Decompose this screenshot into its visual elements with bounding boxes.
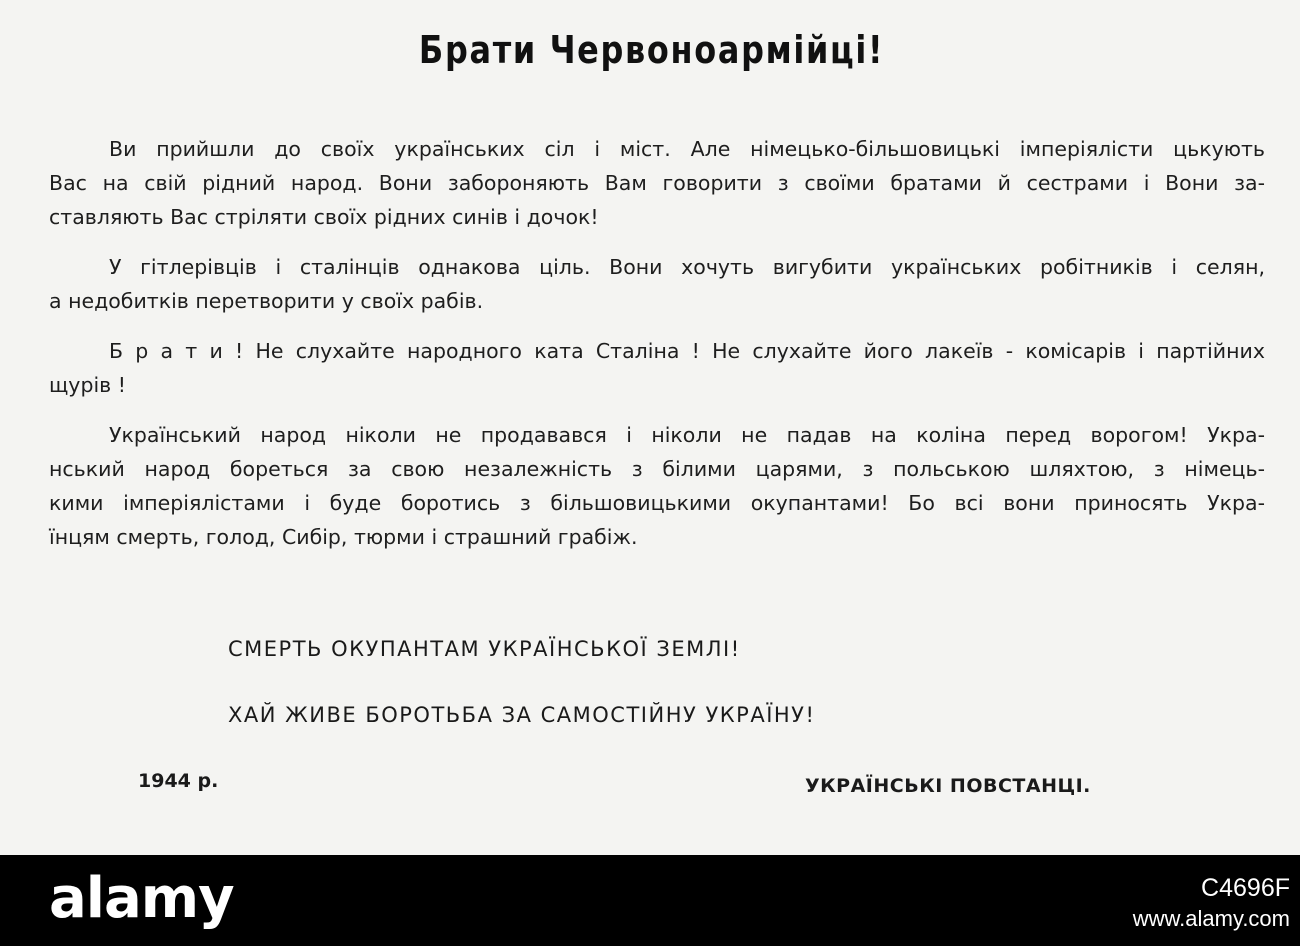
paragraph-3 — [49, 334, 1265, 402]
paragraph-line: їнцям смерть, голод, Сибір, тюрми і страшний грабіж. — [49, 525, 638, 549]
paragraph-line: Вас на свій рідний народ. Вони забороняють Вам говорити з своїми братами й сестрами і Вони за- — [49, 171, 1265, 195]
paragraph-line: Б р а т и ! Не слухайте народного ката Сталіна ! Не слухайте його лакеїв - комісарів і партійних — [109, 339, 1265, 363]
paragraph-line: а недобитків перетворити у своїх рабів. — [49, 289, 484, 313]
paragraph-4 — [49, 418, 1265, 554]
paragraph-2 — [49, 250, 1265, 318]
paragraph-line: Український народ ніколи не продавався і ніколи не падав на коліна перед ворогом! Укра- — [109, 423, 1265, 447]
alamy-logo: alamy — [49, 866, 234, 931]
watermark-info — [1133, 872, 1290, 934]
leaflet-title: Брати Червоноармійці! — [418, 28, 885, 72]
paragraph-line: нський народ бореться за свою незалежність з білими царями, з польською шляхтою, з німець- — [49, 457, 1265, 481]
leaflet-date: 1944 р. — [138, 770, 219, 792]
leaflet-signature: УКРАЇНСЬКІ ПОВСТАНЦІ. — [805, 775, 1091, 797]
image-id: C4696F — [1201, 874, 1290, 902]
paragraph-line: ставляють Вас стріляти своїх рідних синів і дочок! — [49, 205, 599, 229]
slogan-long-live-struggle: ХАЙ ЖИВЕ БОРОТЬБА ЗА САМОСТІЙНУ УКРАЇНУ! — [228, 703, 816, 727]
paragraph-1 — [49, 132, 1265, 234]
paragraph-line: щурів ! — [49, 373, 126, 397]
slogan-death-to-occupants: СМЕРТЬ ОКУПАНТАМ УКРАЇНСЬКОЇ ЗЕМЛІ! — [228, 637, 741, 661]
paragraph-line: кими імперіялістами і буде боротись з більшовицькими окупантами! Бо всі вони приносять Укра- — [49, 491, 1265, 515]
paragraph-line: У гітлерівців і сталінців однакова ціль. Вони хочуть вигубити українських робітників і селян, — [109, 255, 1265, 279]
paragraph-line: Ви прийшли до своїх українських сіл і міст. Але німецько-більшовицькі імперіялісти цькують — [109, 137, 1265, 161]
site-url: www.alamy.com — [1132, 906, 1290, 931]
